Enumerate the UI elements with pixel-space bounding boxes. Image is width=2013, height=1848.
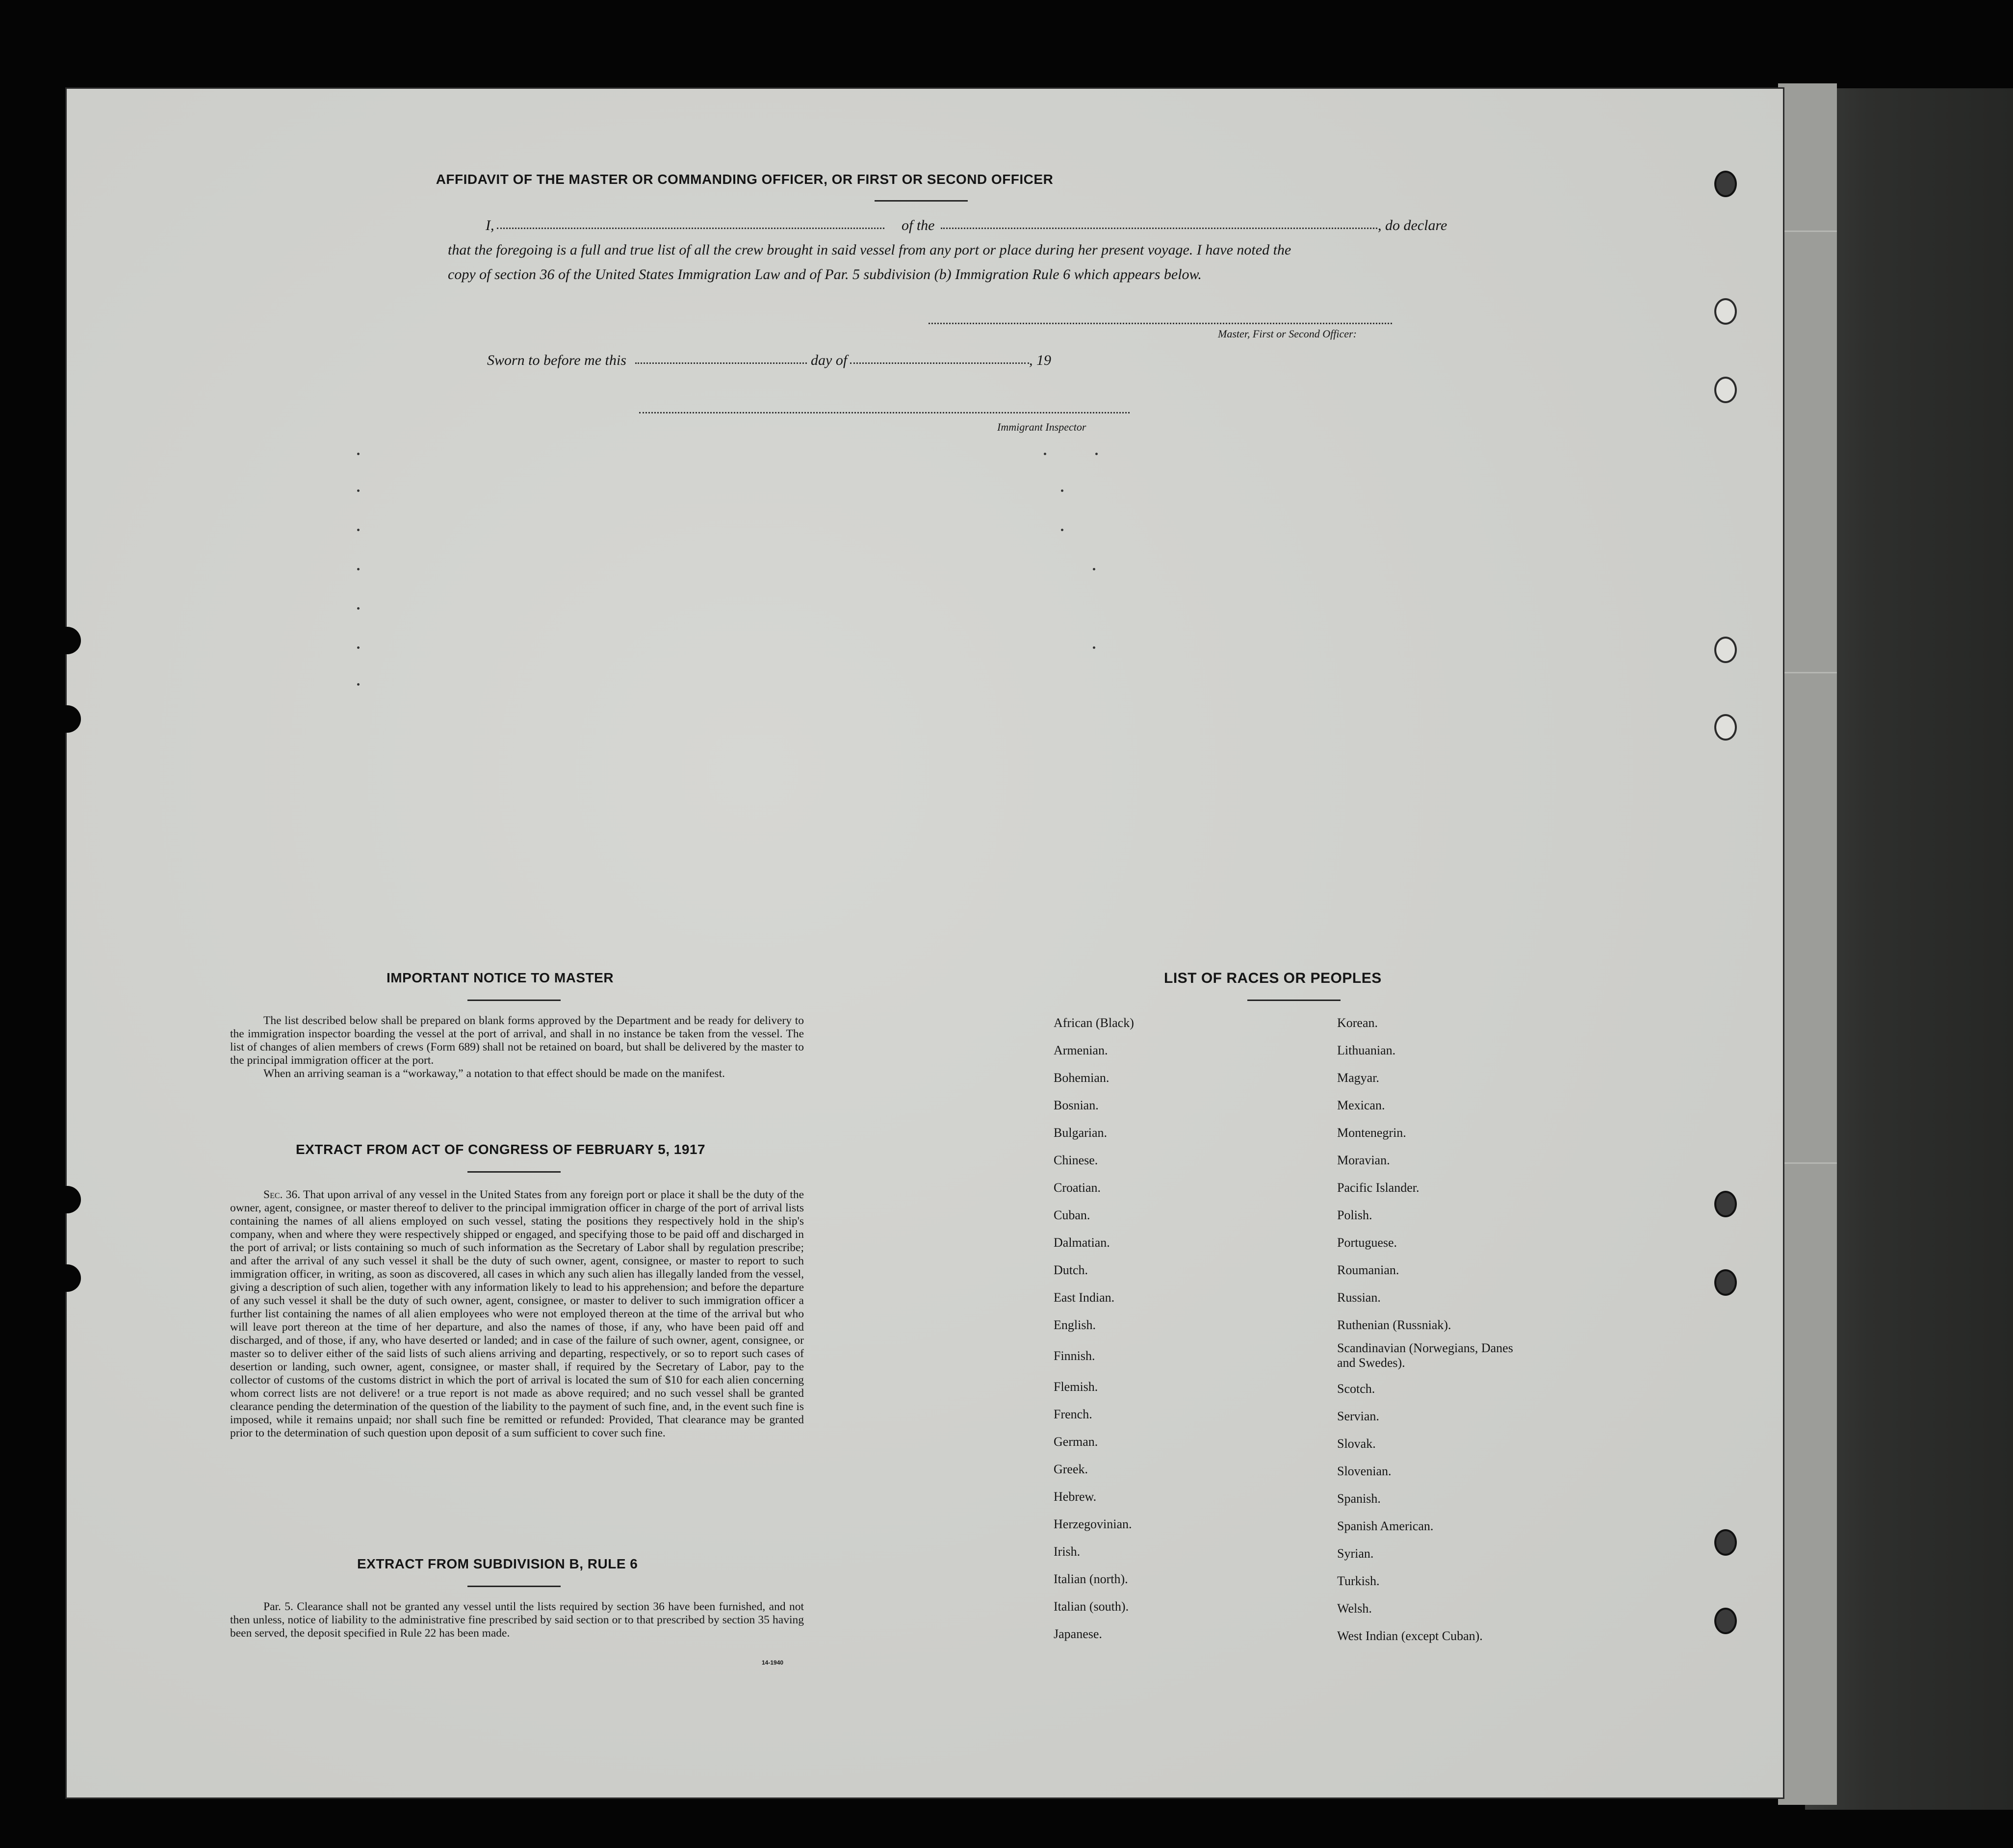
binder-hole-icon [1714, 1269, 1737, 1296]
affidavit-title: AFFIDAVIT OF THE MASTER OR COMMANDING OFFICER, OR FIRST OR SECOND OFFICER [436, 172, 1054, 187]
binder-hole-icon [1714, 171, 1737, 197]
dot-mark [357, 646, 360, 649]
race-item: Herzegovinian. [1054, 1517, 1132, 1531]
vessel-blank-line [941, 228, 1377, 229]
affidavit-of-the: of the [902, 217, 935, 233]
race-item: Welsh. [1337, 1601, 1372, 1616]
race-item: German. [1054, 1435, 1098, 1449]
binder-hole-icon [1714, 637, 1737, 663]
race-item: Chinese. [1054, 1153, 1098, 1167]
document-page [65, 87, 1784, 1799]
races-rule [1247, 1000, 1341, 1001]
race-item: Turkish. [1337, 1574, 1380, 1588]
race-item: Bosnian. [1054, 1098, 1099, 1112]
underlying-page-edge [1778, 83, 1837, 1805]
binder-hole-icon [1714, 714, 1737, 741]
extract-act-rule [467, 1171, 561, 1173]
race-item: Irish. [1054, 1544, 1081, 1559]
race-item: Dutch. [1054, 1263, 1088, 1277]
race-item: Servian. [1337, 1409, 1379, 1423]
dot-mark [1061, 489, 1063, 492]
race-item: Pacific Islander. [1337, 1181, 1419, 1195]
notice-title: IMPORTANT NOTICE TO MASTER [387, 970, 614, 985]
dot-mark [357, 568, 360, 570]
sworn-prefix: Sworn to before me this [487, 352, 626, 368]
race-item: Ruthenian (Russniak). [1337, 1318, 1451, 1332]
race-item: Finnish. [1054, 1349, 1095, 1363]
race-item: Portuguese. [1337, 1235, 1397, 1250]
sworn-day-of: day of [811, 352, 848, 368]
signature-label: Master, First or Second Officer: [1218, 328, 1357, 340]
binder-hole-icon [1714, 1608, 1737, 1634]
race-item: Bohemian. [1054, 1071, 1110, 1085]
notice-rule [467, 1000, 561, 1001]
race-item: Dalmatian. [1054, 1235, 1110, 1250]
race-item: French. [1054, 1407, 1092, 1421]
binder-hole-icon [1714, 298, 1737, 325]
inspector-signature-line [639, 412, 1130, 413]
affidavit-i: I, [486, 217, 494, 233]
extract-act-title: EXTRACT FROM ACT OF CONGRESS OF FEBRUARY 5, 1917 [296, 1142, 706, 1157]
inspector-label: Immigrant Inspector [997, 421, 1086, 433]
race-item: Korean. [1337, 1016, 1378, 1030]
race-item: Polish. [1337, 1208, 1372, 1222]
dot-mark [357, 607, 360, 610]
race-item: Russian. [1337, 1290, 1381, 1305]
binder-hole-icon [1714, 377, 1737, 403]
race-item: Japanese. [1054, 1627, 1102, 1641]
dot-mark [1093, 568, 1095, 570]
race-item: Italian (south). [1054, 1599, 1129, 1614]
section-36-body: That upon arrival of any vessel in the United States from any foreign port or place it shall be the duty of the owner, agent, consignee, or master thereof to deliver to the principal immigration officer in charge of the port of arrival lists containing the names of all aliens employed on such vessel, stating the positions they respectively hold in the ship's company, when and where they were respectively shipped or engaged, and specifying those to be paid off and discharged in the port of arrival; or lists containing so much of such information as the Secretary of Labor shall by regulation prescribe; and after the arrival of any such vessel it shall be the duty of such owner, agent, consignee, or master to report to such immigration officer, in writing, as soon as discovered, all cases in which any such alien has illegally landed from the vessel, giving a description of such alien, together with any information likely to lead to his apprehension; and before the departure of any such vessel it shall be the duty of such owner, agent, consignee, or master to deliver to such immigration officer a further list containing the names of all alien employees who were not employed thereon at the time of the arrival but who will leave port thereon at the time of her departure, and also the names of those, if any, who have been paid off and discharged, and of those, if any, who have deserted or landed; and in case of the failure of such owner, agent, consignee, or master so to deliver either of the said lists of such aliens arriving and departing, respectively, or so to report such cases of desertion or landing, such owner, agent, consignee, or master shall, if required by the Secretary of Labor, pay to the collector of customs of the customs district in which the port of arrival is located the sum of $10 for each alien concerning whom correct lists are not delivere! or a true report is not made as above required; and no such vessel shall be granted clearance pending the determination of the question of the liability to the payment of such fine, and, in the event such fine is imposed, while it remains unpaid; nor shall such fine be remitted or refunded: Provided, That clearance may be granted prior to the determination of such question upon deposit of a sum sufficient to cover such fine. [230, 1188, 804, 1439]
race-item: Magyar. [1337, 1071, 1379, 1085]
extract-rule-title: EXTRACT FROM SUBDIVISION B, RULE 6 [357, 1556, 638, 1571]
race-item: Scotch. [1337, 1382, 1375, 1396]
race-item: Roumanian. [1337, 1263, 1399, 1277]
dot-mark [1044, 453, 1046, 455]
race-item: Bulgarian. [1054, 1126, 1108, 1140]
race-item: Spanish. [1337, 1491, 1381, 1506]
name-blank-line [497, 228, 884, 229]
race-item: Syrian. [1337, 1546, 1374, 1561]
affidavit-line-3: copy of section 36 of the United States Immigration Law and of Par. 5 subdivision (b) Immigration Rule 6 which appears below. [448, 266, 1202, 282]
race-item: Scandinavian (Norwegians, Danes and Swedes). [1337, 1341, 1513, 1370]
notice-paragraph-1: The list described below shall be prepared on blank forms approved by the Department and be ready for delivery to the immigration inspector boarding the vessel at the port of arrival, and shall in no instance be taken from the vessel. The list of changes of alien members of crews (Form 689) shall not be retained on board, but shall be delivered by the master to the principal immigration officer at the port. [230, 1014, 804, 1067]
extract-act-text [230, 1188, 804, 1440]
race-item: Lithuanian. [1337, 1043, 1396, 1057]
title-rule [875, 200, 968, 202]
form-number: 14-1940 [762, 1659, 784, 1666]
sworn-year: , 19 [1029, 352, 1051, 368]
sworn-month-blank [850, 362, 1029, 364]
dot-mark [357, 683, 360, 686]
race-item: English. [1054, 1318, 1096, 1332]
races-title: LIST OF RACES OR PEOPLES [1164, 970, 1382, 986]
extract-rule-rule [467, 1586, 561, 1587]
races-right-column [1337, 1009, 1514, 1650]
race-item: Hebrew. [1054, 1489, 1097, 1504]
signature-line [929, 323, 1392, 324]
race-item: Armenian. [1054, 1043, 1108, 1057]
race-item: Croatian. [1054, 1181, 1101, 1195]
race-item: Flemish. [1054, 1380, 1098, 1394]
binder-hole-icon [1714, 1191, 1737, 1217]
race-item: Greek. [1054, 1462, 1088, 1476]
race-item: Mexican. [1337, 1098, 1385, 1112]
race-item: Italian (north). [1054, 1572, 1128, 1586]
sworn-day-blank [635, 362, 807, 364]
punch-hole-icon [64, 1186, 81, 1213]
notice-text [230, 1014, 804, 1080]
dot-mark [1093, 646, 1095, 649]
dot-mark [357, 453, 360, 455]
notice-paragraph-2: When an arriving seaman is a “workaway,” a notation to that effect should be made on the manifest. [263, 1067, 725, 1080]
dot-mark [357, 489, 360, 492]
binder-hole-icon [1714, 1529, 1737, 1556]
race-item: Slovak. [1337, 1437, 1376, 1451]
race-item: Montenegrin. [1337, 1126, 1406, 1140]
affidavit-line-2: that the foregoing is a full and true list of all the crew brought in said vessel from any port or place during her present voyage. I have noted the [448, 242, 1291, 258]
race-item: African (Black) [1054, 1016, 1134, 1030]
dot-mark [1061, 529, 1063, 531]
races-left-column [1054, 1009, 1134, 1648]
race-item: East Indian. [1054, 1290, 1115, 1305]
race-item: Cuban. [1054, 1208, 1090, 1222]
affidavit-declare: , do declare [1378, 217, 1447, 233]
rule-paragraph: Par. 5. Clearance shall not be granted any vessel until the lists required by section 36 have been furnished, and not then unless, notice of liability to the administrative fine prescribed by said section or to that prescribed by section 35 having been served, the deposit specified in Rule 22 has been made. [230, 1600, 804, 1640]
punch-hole-icon [64, 627, 81, 654]
section-number: Sec. 36. [263, 1188, 301, 1201]
punch-hole-icon [64, 1264, 81, 1292]
race-item: Moravian. [1337, 1153, 1390, 1167]
extract-rule-text [230, 1600, 804, 1640]
dot-mark [1095, 453, 1098, 455]
race-item: Slovenian. [1337, 1464, 1392, 1478]
race-item: West Indian (except Cuban). [1337, 1629, 1483, 1643]
dot-mark [357, 529, 360, 531]
punch-hole-icon [64, 705, 81, 733]
race-item: Spanish American. [1337, 1519, 1434, 1533]
